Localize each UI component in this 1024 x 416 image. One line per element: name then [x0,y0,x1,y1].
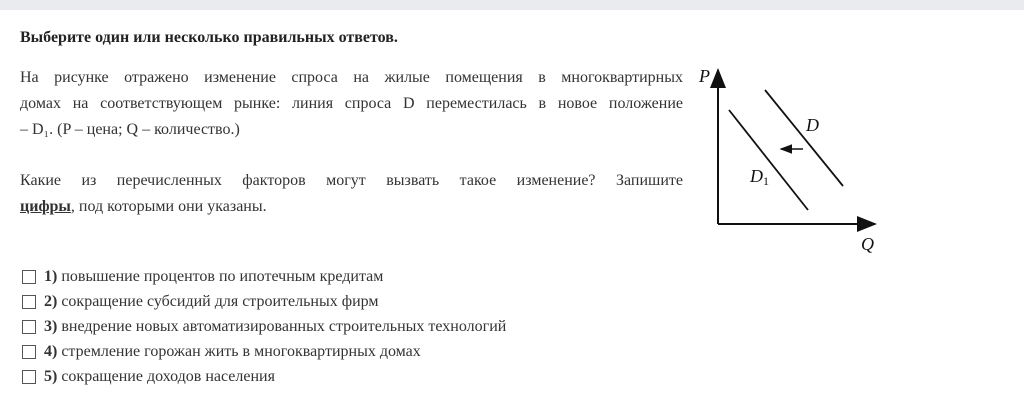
option-1-text: повышение процентов по ипотечным кредитам [61,267,384,285]
demand-line-d1 [729,110,808,210]
p-axis-label: P [699,66,710,86]
top-bar [0,0,1024,10]
d1-label-main: D [750,166,763,186]
option-1[interactable] [22,264,506,289]
question-paragraph [20,65,683,143]
option-1-number: 1) [44,267,58,285]
option-3-number: 3) [44,317,58,335]
task-line-1: Какие из перечисленных факторов могут вызвать такое изменение? Запишите [20,172,683,189]
option-3-text: внедрение новых автоматизированных строительных технологий [61,317,507,335]
option-5-checkbox[interactable] [22,370,36,384]
option-2-text: сокращение субсидий для строительных фирм [61,292,379,310]
demand-shift-diagram [695,62,895,262]
option-4-number: 4) [44,342,58,360]
option-4[interactable] [22,339,506,364]
option-4-checkbox[interactable] [22,345,36,359]
option-5[interactable] [22,364,506,389]
option-4-text: стремление горожан жить в многоквартирных домах [61,342,421,360]
option-3-checkbox[interactable] [22,320,36,334]
d1-label [749,166,769,188]
question-line-1: На рисунке отражено изменение спроса на жилые помещения в многоквартирных [20,69,683,86]
q-axis-label: Q [861,234,874,254]
question-line-3: – D₁. (P – цена; Q – количество.) [20,121,240,138]
option-3[interactable] [22,314,506,339]
task-paragraph [20,168,683,220]
d1-label-sub: 1 [763,174,769,188]
d-label: D [806,115,819,135]
instruction-text: Выберите один или несколько правильных ответов. [20,29,398,46]
option-2[interactable] [22,289,506,314]
option-1-checkbox[interactable] [22,270,36,284]
option-5-text: сокращение доходов населения [61,367,275,385]
task-line-2 [20,194,683,220]
task-line-2-rest: , под которыми они указаны. [70,198,267,215]
option-2-number: 2) [44,292,58,310]
option-5-number: 5) [44,367,58,385]
answer-options [22,264,506,389]
question-line-2: домах на соответствующем рынке: линия спроса D переместилась в новое положение [20,95,683,112]
task-emphasis: цифры [20,198,71,215]
option-2-checkbox[interactable] [22,295,36,309]
